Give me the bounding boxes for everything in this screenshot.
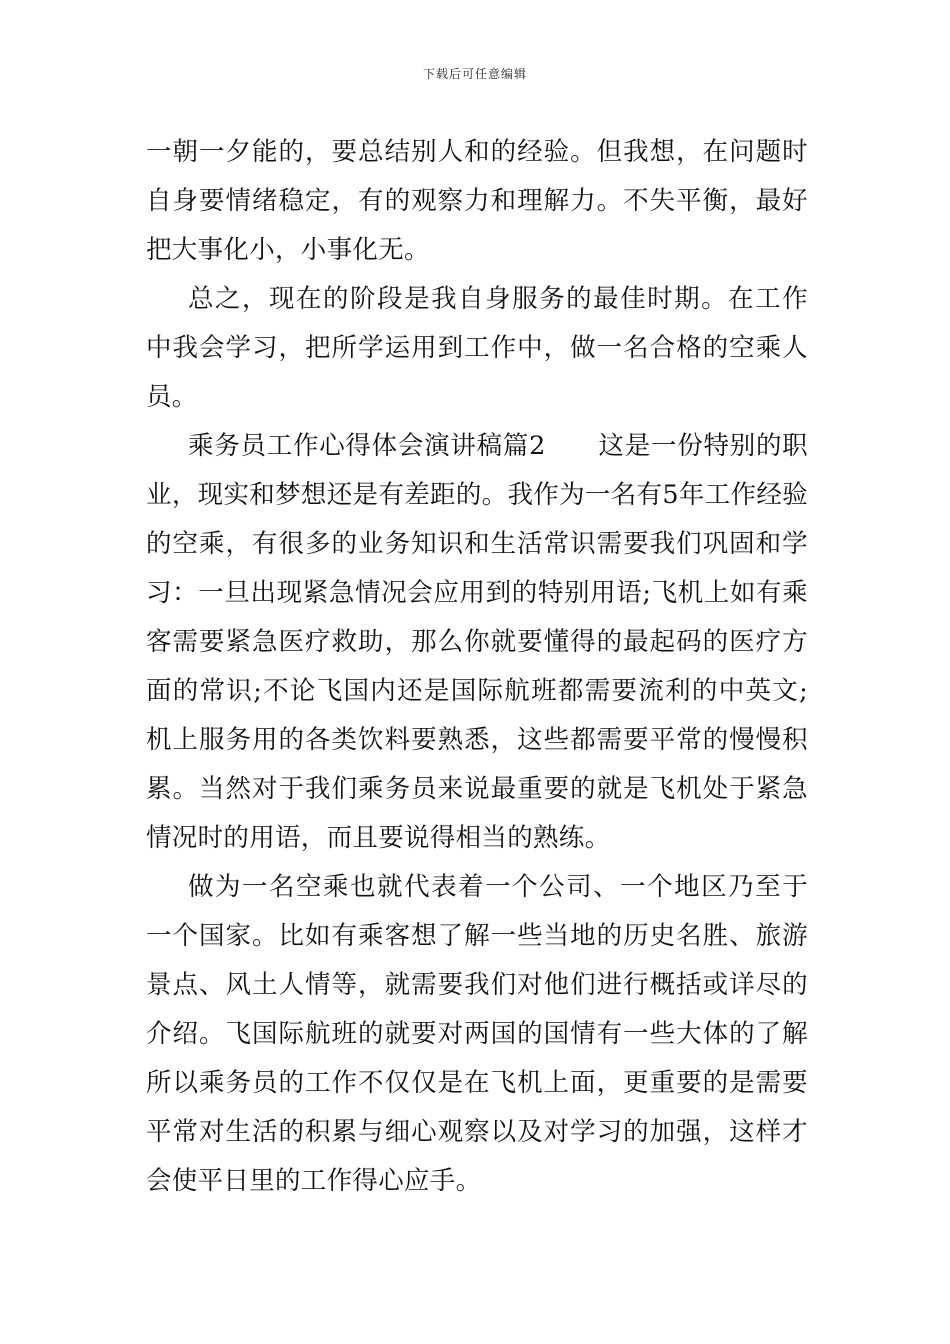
text-line: 平常对生活的积累与细心观察以及对学习的加强，这样才 [146, 1117, 808, 1147]
header-note: 下载后可任意编辑 [422, 67, 527, 81]
text-line: 总之，现在的阶段是我自身服务的最佳时期。在工作 [188, 284, 808, 314]
text-line: 把大事化小，小事化无。 [146, 235, 430, 265]
text-line: 做为一名空乘也就代表着一个公司、一个地区乃至于 [188, 872, 808, 902]
text-line: 的空乘，有很多的业务知识和生活常识需要我们巩固和学 [146, 529, 808, 559]
text-line: 所以乘务员的工作不仅仅是在飞机上面，更重要的是需要 [146, 1068, 808, 1098]
text-line: 机上服务用的各类饮料要熟悉，这些都需要平常的慢慢积 [146, 725, 808, 755]
text-line: 一朝一夕能的，要总结别人和的经验。但我想，在问题时 [146, 137, 808, 167]
text-line: 累。当然对于我们乘务员来说最重要的就是飞机处于紧急 [146, 774, 808, 804]
paragraph [146, 275, 808, 422]
text-line: 面的常识;不论飞国内还是国际航班都需要流利的中英文; [146, 676, 808, 706]
text-line: 习：一旦出现紧急情况会应用到的特别用语;飞机上如有乘 [146, 578, 808, 608]
text-line: 介绍。飞国际航班的就要对两国的国情有一些大体的了解 [146, 1019, 808, 1049]
text-line: 客需要紧急医疗救助，那么你就要懂得的最起码的医疗方 [146, 627, 808, 657]
text-line: 业，现实和梦想还是有差距的。我作为一名有5年工作经验 [146, 480, 808, 510]
text-line: 景点、风土人情等，就需要我们对他们进行概括或详尽的 [146, 970, 808, 1000]
text-line: 情况时的用语，而且要说得相当的熟练。 [146, 823, 611, 853]
paragraph [146, 863, 808, 1206]
text-line: 中我会学习，把所学运用到工作中，做一名合格的空乘人 [146, 333, 808, 363]
paragraph [146, 128, 808, 275]
text-line: 会使平日里的工作得心应手。 [146, 1166, 482, 1196]
text-line: 乘务员工作心得体会演讲稿篇2 这是一份特别的职 [188, 431, 808, 461]
text-line: 员。 [146, 382, 198, 412]
paragraph [146, 422, 808, 863]
text-line: 一个国家。比如有乘客想了解一些当地的历史名胜、旅游 [146, 921, 808, 951]
text-line: 自身要情绪稳定，有的观察力和理解力。不失平衡，最好 [146, 186, 808, 216]
body-text [146, 128, 808, 1206]
